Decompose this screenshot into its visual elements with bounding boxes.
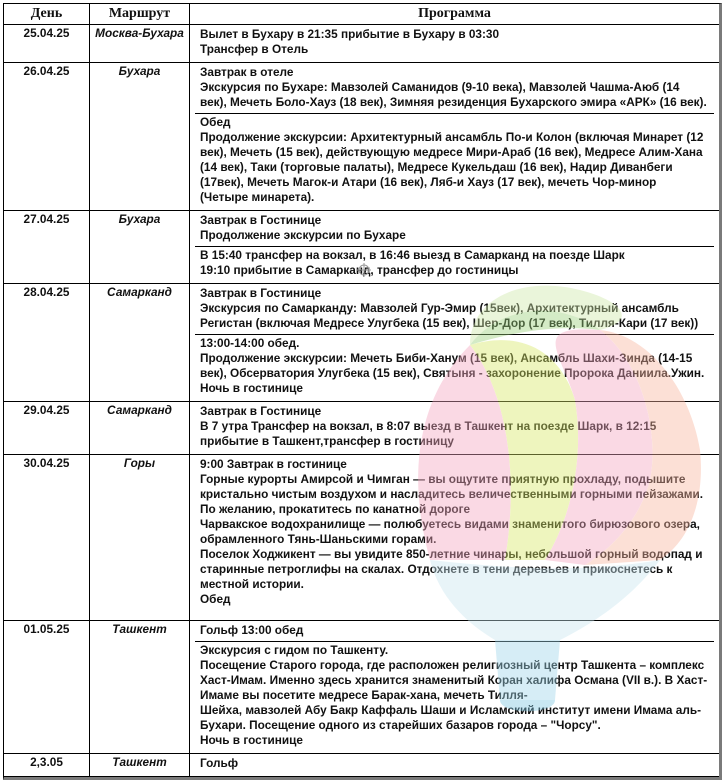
itinerary-row <box>4 211 719 284</box>
program-line: Обед <box>200 115 231 129</box>
route-cell: Ташкент <box>90 621 190 754</box>
program-line: 19:10 прибытие в Самарканд, трансфер до гостиницы <box>200 263 519 277</box>
itinerary-row <box>4 284 719 402</box>
program-line: 13:00-14:00 обед. <box>200 336 300 350</box>
table-header-row <box>4 4 719 25</box>
program-line: век), Обсерватория Улугбека (15 век), Святыня - захоронение Пророка Даниила.Ужин. <box>200 366 705 380</box>
program-cell <box>190 25 719 63</box>
route-cell: Самарканд <box>90 284 190 402</box>
program-line: местной истории. <box>200 577 304 591</box>
day-cell: 28.04.25 <box>4 284 90 402</box>
program-line: Завтрак в Гостинице <box>200 404 322 418</box>
day-cell: 01.05.25 <box>4 621 90 754</box>
route-cell: Бухара <box>90 63 190 211</box>
program-line: Горные курорты Амирсой и Чимган — вы ощутите приятную прохладу, подышите <box>200 472 686 486</box>
header-route: Маршрут <box>90 4 190 25</box>
route-cell: Горы <box>90 455 190 621</box>
program-cell <box>190 402 719 455</box>
program-line: Продолжение экскурсии: Мечеть Биби-Ханум (15 век), Ансамбль Шахи-Зинда (14-15 <box>200 351 693 365</box>
program-block <box>195 246 714 281</box>
day-cell: 30.04.25 <box>4 455 90 621</box>
program-line: Завтрак в Гостинице <box>200 213 322 227</box>
day-cell: 25.04.25 <box>4 25 90 63</box>
route-cell: Самарканд <box>90 402 190 455</box>
program-block <box>195 26 714 60</box>
program-block <box>195 456 714 610</box>
program-block <box>195 641 714 751</box>
program-line: Экскурсия по Самарканду: Мавзолей Гур-Эмир (15век), Архитектурный ансамбль <box>200 301 679 315</box>
program-line: Трансфер в Отель <box>200 42 309 56</box>
program-line: кристально чистым воздухом и насладитесь величественными горными пейзажами. <box>200 487 704 501</box>
program-cell <box>190 63 719 211</box>
program-line: (14 век), Таки (торговые палаты), Медресе Кукельдаш (16 век), Надир Диванбеги <box>200 160 673 174</box>
route-cell: Бухара <box>90 211 190 284</box>
itinerary-row <box>4 621 719 754</box>
program-line: век), Мечеть Боло-Хауз (18 век), Зимняя резиденция Бухарского эмира «АРК» (16 век). <box>200 95 707 109</box>
route-cell: Ташкент <box>90 754 190 777</box>
program-block <box>195 212 714 246</box>
program-line: прибытие в Ташкент,трансфер в гостиницу <box>200 434 454 448</box>
program-line: В 7 утра Трансфер на вокзал, в 8:07 выезд в Ташкент на поезде Шарк, в 12:15 <box>200 419 657 433</box>
program-line: Посещение Старого города, где расположен религиозный центр Ташкента – комплекс <box>200 658 705 672</box>
program-line: Поселок Ходжикент — вы увидите 850-летние чинары, небольшой горный водопад и <box>200 547 703 561</box>
program-block <box>195 403 714 452</box>
program-cell <box>190 754 719 777</box>
itinerary-row <box>4 402 719 455</box>
program-cell <box>190 455 719 621</box>
header-program: Программа <box>190 4 719 25</box>
itinerary-row <box>4 63 719 211</box>
program-line: обрамленного Тянь-Шаньскими горами. <box>200 532 437 546</box>
program-line: Ночь в гостинице <box>200 381 303 395</box>
route-cell: Москва-Бухара <box>90 25 190 63</box>
program-cell <box>190 284 719 402</box>
program-line: Обед <box>200 592 231 606</box>
program-line: век), Мечеть (15 век), действующую медресе Мири-Араб (16 век), Медресе Алим-Хана <box>200 145 703 159</box>
program-line: Регистан (включая Медресе Улугбека (15 век), Шер-Дор (17 век), Тилля-Кари (17 век)) <box>200 316 699 330</box>
program-line: (17век), Мечеть Магок-и Атари (16 век), Ляб-и Хауз (17 век), мечеть Чор-минор <box>200 175 657 189</box>
program-line: Гольф <box>200 756 239 770</box>
program-table <box>3 3 722 780</box>
program-line: Экскурсия с гидом по Ташкенту. <box>200 643 389 657</box>
program-cell <box>190 211 719 284</box>
program-line: По желанию, прокатитесь по канатной дороге <box>200 502 471 516</box>
program-line: Продолжение экскурсии: Архитектурный ансамбль По-и Колон (включая Минарет (12 <box>200 130 704 144</box>
program-line: Вылет в Бухару в 21:35 прибытие в Бухару в 03:30 <box>200 27 500 41</box>
program-line: Экскурсия по Бухаре: Мавзолей Саманидов (9-10 века), Мавзолей Чашма-Аюб (14 <box>200 80 680 94</box>
program-block <box>195 622 714 641</box>
program-line: 9:00 Завтрак в гостинице <box>200 457 347 471</box>
program-line: Продолжение экскурсии по Бухаре <box>200 228 406 242</box>
day-cell: 27.04.25 <box>4 211 90 284</box>
program-line: Завтрак в Гостинице <box>200 286 322 300</box>
program-cell <box>190 621 719 754</box>
program-block <box>195 285 714 334</box>
program-block <box>195 334 714 399</box>
program-line: В 15:40 трансфер на вокзал, в 16:46 выезд в Самарканд на поезде Шарк <box>200 248 625 262</box>
itinerary-row <box>4 25 719 63</box>
program-line: Ночь в гостинице <box>200 733 303 747</box>
program-line: Гольф 13:00 обед <box>200 623 304 637</box>
program-line: Завтрак в отеле <box>200 65 294 79</box>
program-line: Чарвакское водохранилище — полюбуетесь видами знаменитого бирюзового озера, <box>200 517 700 531</box>
program-line: Хаст-Имам. Именно здесь хранится знаменитый Коран халифа Османа (VII в.). В Хаст- <box>200 673 708 687</box>
day-cell: 2,3.05 <box>4 754 90 777</box>
itinerary-row <box>4 455 719 621</box>
table-body <box>4 25 719 777</box>
day-cell: 26.04.25 <box>4 63 90 211</box>
program-block <box>195 755 714 774</box>
program-line: Имаме вы посетите медресе Барак-хана, мечеть Тилля- <box>200 688 528 702</box>
program-line: Бухари. Посещение одного из старейших базаров города – "Чорсу". <box>200 718 601 732</box>
program-line: старинные петроглифы на скалах. Отдохнете в тени деревьев и прикоснетесь к <box>200 562 673 576</box>
program-block <box>195 64 714 113</box>
day-cell: 29.04.25 <box>4 402 90 455</box>
program-line: (Четыре минарета). <box>200 190 315 204</box>
program-line: Шейха, мавзолей Абу Бакр Каффаль Шаши и Исламский институт имени Имама аль- <box>200 703 702 717</box>
header-day: День <box>4 4 90 25</box>
program-block <box>195 113 714 208</box>
itinerary-row <box>4 754 719 777</box>
